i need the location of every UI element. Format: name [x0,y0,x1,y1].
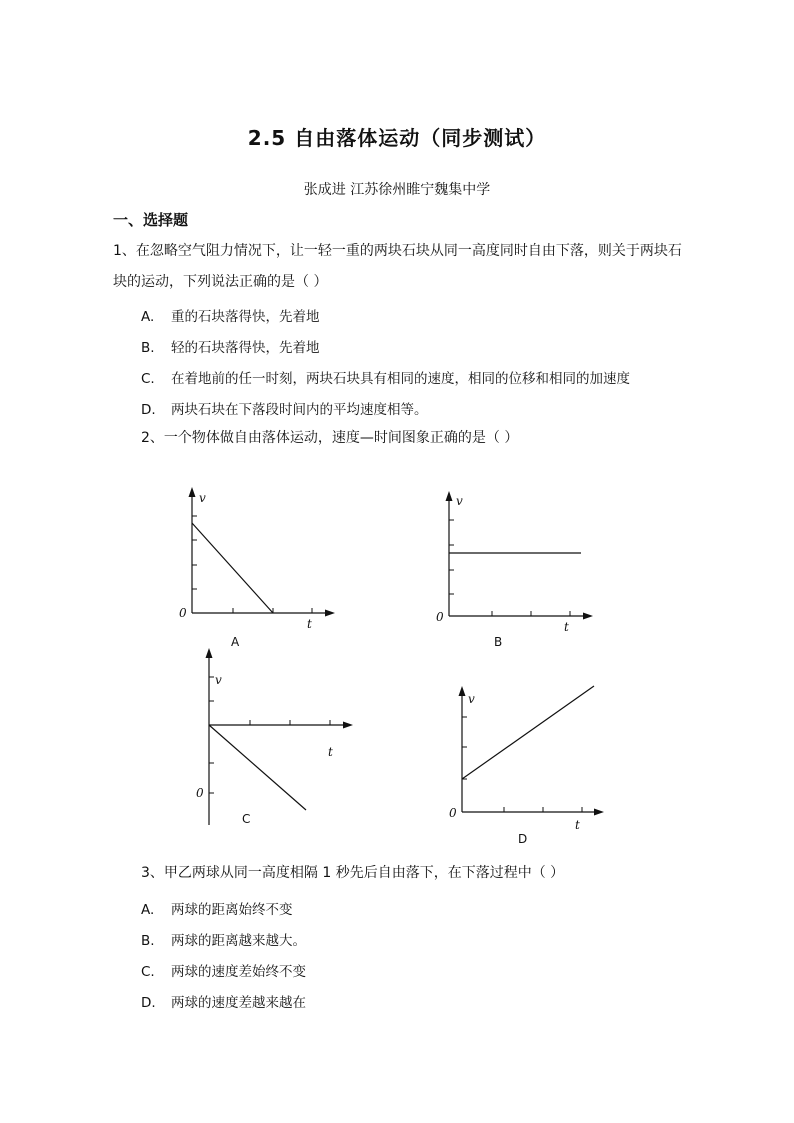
y-axis-arrow [459,686,466,696]
question-1-option-a [141,305,320,325]
graph-a-caption: A [231,635,240,649]
option-letter: A. [141,902,155,918]
question-1-option-d [141,398,428,418]
graph-line [192,523,273,613]
question-2-line-1: 2、一个物体做自由落体运动，速度—时间图象正确的是（ ） [141,430,519,446]
option-letter: B. [141,933,155,949]
graph-c-caption: C [242,812,251,826]
author-line: 张成进 江苏徐州睢宁魏集中学 [303,182,491,198]
x-axis-label: t [575,818,580,832]
option-text: 两块石块在下落段时间内的平均速度相等。 [171,402,428,418]
option-text: 轻的石块落得快，先着地 [171,340,320,356]
graph-line [462,686,594,779]
question-3-line-1: 3、甲乙两球从同一高度相隔 1 秒先后自由落下，在下落过程中（ ） [141,865,565,881]
x-axis-label: t [328,745,333,759]
x-axis-label: t [564,620,569,634]
question-3-option-d [141,991,306,1011]
graph-d [441,683,621,833]
question-1-option-b [141,336,320,356]
graph-line [209,725,306,810]
question-3-option-a [141,898,293,918]
x-axis-arrow [325,610,335,617]
y-axis-arrow [189,487,196,497]
y-axis-label: v [199,491,206,505]
origin-label: 0 [449,806,457,820]
option-text: 在着地前的任一时刻，两块石块具有相同的速度，相同的位移和相同的加速度 [171,371,630,387]
x-axis-label: t [307,617,312,631]
origin-label: 0 [196,786,204,800]
option-letter: C. [141,371,155,387]
option-text: 两球的距离始终不变 [171,902,293,918]
y-axis-arrow [446,491,453,501]
option-text: 两球的速度差越来越在 [171,995,306,1011]
page-title: 2.5 自由落体运动（同步测试） [247,126,547,150]
x-axis-arrow [594,809,604,816]
origin-label: 0 [436,610,444,624]
option-text: 重的石块落得快，先着地 [171,309,320,325]
y-axis-label: v [468,692,475,706]
y-axis-arrow [206,648,213,658]
graph-b [428,488,608,638]
y-axis-label: v [215,673,222,687]
graph-b-caption: B [494,635,503,649]
option-letter: A. [141,309,155,325]
graph-d-caption: D [518,832,528,846]
option-letter: C. [141,964,155,980]
option-text: 两球的距离越来越大。 [171,933,306,949]
option-letter: D. [141,995,156,1011]
origin-label: 0 [179,606,187,620]
question-1-option-c [141,367,630,387]
question-3-option-c [141,960,306,980]
section-heading: 一、选择题 [113,211,189,229]
x-axis-arrow [343,722,353,729]
graph-c [190,645,370,830]
question-1-line-1: 1、在忽略空气阻力情况下，让一轻一重的两块石块从同一高度同时自由下落，则关于两块石 [113,243,682,259]
graph-a [170,485,350,635]
option-letter: B. [141,340,155,356]
question-3-option-b [141,929,306,949]
option-letter: D. [141,402,156,418]
question-1-line-2: 块的运动，下列说法正确的是（ ） [113,274,328,290]
y-axis-label: v [456,494,463,508]
x-axis-arrow [583,613,593,620]
option-text: 两球的速度差始终不变 [171,964,306,980]
